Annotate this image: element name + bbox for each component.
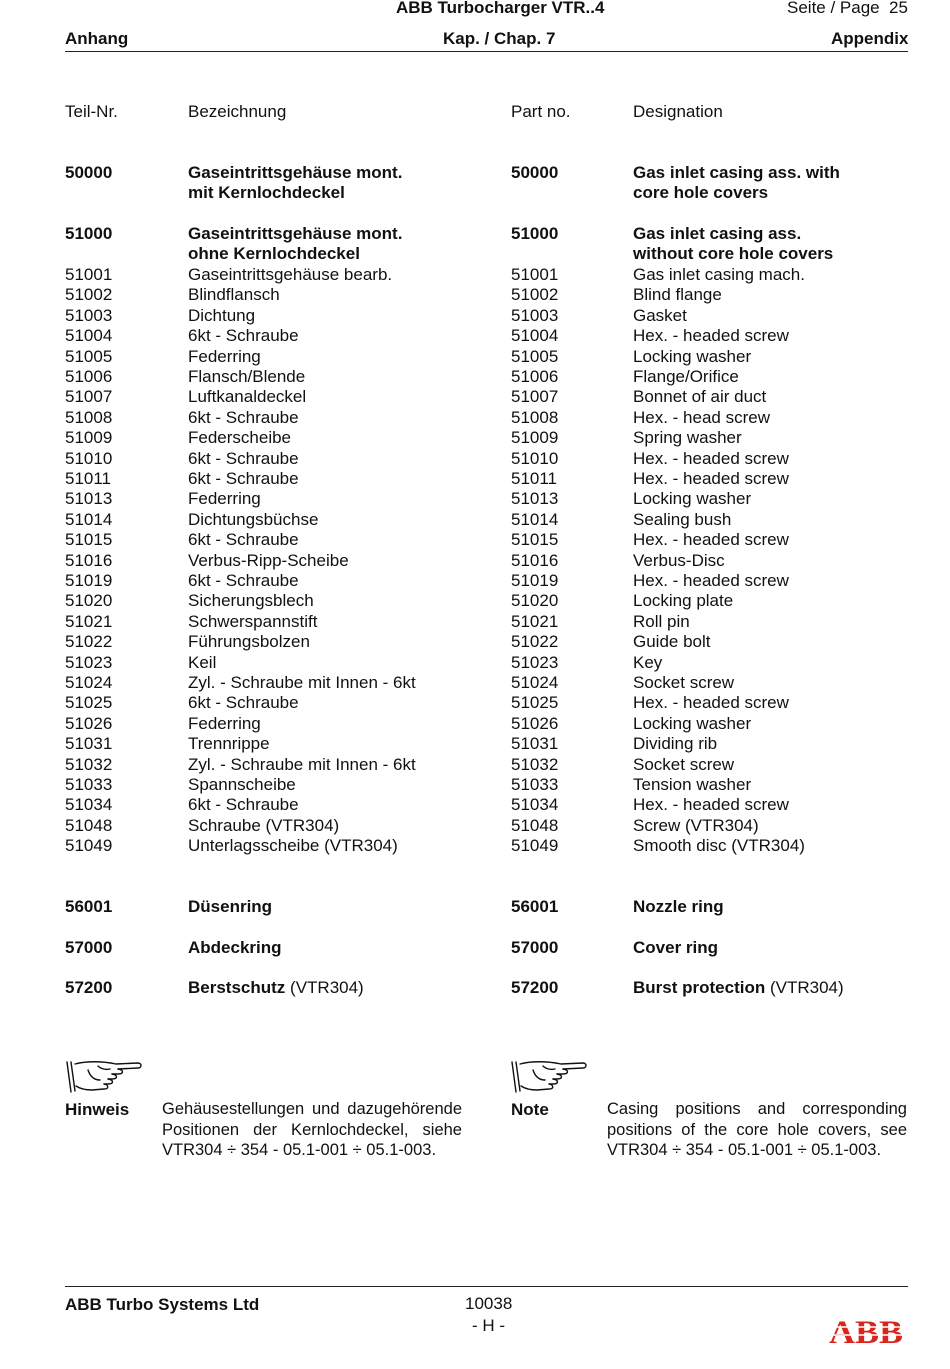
german-name: 6kt - Schraube — [188, 326, 299, 346]
part-number: 51048 — [65, 815, 113, 835]
part-number-en: 50000 — [511, 163, 559, 182]
english-name-group — [633, 938, 718, 958]
part-number: 51034 — [65, 795, 113, 815]
group-row-cont — [0, 183, 950, 203]
english-name: Hex. - headed screw — [633, 795, 789, 815]
part-row — [0, 530, 950, 550]
german-name: Sicherungsblech — [188, 591, 314, 611]
part-row — [0, 285, 950, 305]
part-number-en: 56001 — [511, 897, 559, 916]
part-number-en: 51022 — [511, 632, 559, 652]
part-number: 51005 — [65, 346, 113, 366]
col-bezeichnung: Bezeichnung — [188, 102, 287, 121]
part-number: 51025 — [65, 693, 113, 713]
part-number-en: 51023 — [511, 652, 559, 672]
note-label: Note — [511, 1100, 549, 1119]
english-name: Spring washer — [633, 428, 742, 448]
part-number-en: 51019 — [511, 571, 559, 590]
part-number: 51002 — [65, 285, 113, 305]
part-number-en: 51033 — [511, 775, 559, 794]
part-number-en: 51025 — [511, 693, 559, 713]
part-row — [0, 775, 950, 795]
german-name: 6kt - Schraube — [188, 530, 299, 550]
part-number-en: 51004 — [511, 326, 559, 346]
part-row — [0, 673, 950, 693]
english-name: Blind flange — [633, 285, 722, 305]
part-number: 51023 — [65, 652, 113, 672]
assembly-row — [0, 897, 950, 917]
german-name: Schwerspannstift — [188, 611, 318, 631]
part-number: 57000 — [65, 937, 113, 957]
hinweis-label: Hinweis — [65, 1100, 130, 1119]
part-number: 57200 — [65, 978, 113, 998]
pointing-hand-icon — [64, 1058, 144, 1096]
german-name-group — [188, 978, 364, 998]
part-number: 51021 — [65, 611, 113, 631]
english-name-group — [633, 978, 844, 998]
german-name: 6kt - Schraube — [188, 448, 299, 468]
part-row — [0, 836, 950, 856]
part-number: 51011 — [65, 469, 112, 488]
english-name: Dividing rib — [633, 734, 718, 754]
part-number: 51033 — [65, 775, 113, 794]
german-name-group — [188, 897, 272, 917]
german-name: Gaseintrittsgehäuse bearb. — [188, 265, 393, 284]
part-number-en: 51002 — [511, 285, 559, 305]
german-name: Schraube (VTR304) — [188, 815, 340, 835]
part-row — [0, 693, 950, 713]
header-rule — [65, 51, 908, 52]
german-name-cont: ohne Kernlochdeckel — [188, 244, 360, 263]
part-row — [0, 571, 950, 591]
part-number: 51024 — [65, 673, 113, 692]
part-row — [0, 428, 950, 448]
german-name: 6kt - Schraube — [188, 407, 299, 427]
english-name: Locking washer — [633, 713, 752, 733]
part-number: 51000 — [65, 224, 113, 243]
company-name: ABB Turbo Systems Ltd — [65, 1295, 260, 1314]
german-name: Verbus-Ripp-Scheibe — [188, 550, 349, 570]
english-name: Nozzle ring — [633, 897, 724, 916]
part-row — [0, 367, 950, 387]
german-name: 6kt - Schraube — [188, 469, 299, 488]
page-label: Seite / Page — [787, 0, 880, 17]
part-number-en: 51015 — [511, 530, 559, 550]
part-row — [0, 347, 950, 367]
part-number: 51016 — [65, 550, 113, 570]
english-name: Flange/Orifice — [633, 367, 739, 386]
group-row — [0, 224, 950, 244]
german-name: Federscheibe — [188, 428, 292, 448]
part-row — [0, 795, 950, 815]
part-number: 51015 — [65, 530, 113, 550]
part-number-en: 51014 — [511, 509, 559, 529]
assembly-row — [0, 938, 950, 958]
document-number: 10038 — [465, 1294, 513, 1313]
chapter-label: Kap. / Chap. 7 — [443, 29, 556, 48]
part-number: 51013 — [65, 489, 113, 509]
part-number-en: 51000 — [511, 224, 559, 243]
english-name: Roll pin — [633, 611, 690, 631]
part-row — [0, 510, 950, 530]
pointing-hand-icon — [509, 1058, 589, 1096]
german-suffix: (VTR304) — [285, 978, 364, 998]
english-name: Gas inlet casing ass. with — [633, 163, 840, 182]
part-number-en: 51024 — [511, 673, 559, 692]
english-name-cont: without core hole covers — [633, 244, 834, 263]
german-name-cont: mit Kernlochdeckel — [188, 183, 345, 202]
abb-logo-text: ABB — [829, 1316, 903, 1346]
revision-label: - H - — [472, 1316, 506, 1335]
part-number-en: 51010 — [511, 448, 559, 468]
part-number: 51001 — [65, 265, 113, 284]
part-number-en: 51034 — [511, 795, 559, 815]
part-row — [0, 714, 950, 734]
part-row — [0, 591, 950, 611]
abb-logo — [828, 1316, 904, 1346]
part-number: 56001 — [65, 897, 113, 916]
section-right: Appendix — [831, 29, 909, 48]
english-name: Smooth disc (VTR304) — [633, 836, 805, 856]
german-name: Keil — [188, 652, 217, 672]
german-name: Führungsbolzen — [188, 632, 310, 652]
hinweis-text: Gehäusestellungen und dazugehörende Positionen der Kernlochdeckel, siehe VTR304 ÷ 354 - 05.1-001 ÷ 05.1-003. — [162, 1100, 462, 1159]
part-number: 51004 — [65, 326, 113, 346]
german-name: 6kt - Schraube — [188, 795, 299, 815]
english-name: Locking washer — [633, 489, 752, 509]
part-number-en: 51003 — [511, 305, 559, 325]
english-name: Gas inlet casing ass. — [633, 224, 802, 243]
german-name: Zyl. - Schraube mit Innen - 6kt — [188, 754, 416, 774]
part-number-en: 51031 — [511, 734, 559, 754]
english-name: Hex. - headed screw — [633, 693, 789, 713]
document-title: ABB Turbocharger VTR..4 — [396, 0, 605, 17]
english-name: Locking plate — [633, 591, 734, 611]
english-name: Hex. - headed screw — [633, 530, 789, 550]
german-name: 6kt - Schraube — [188, 571, 299, 590]
col-teil-nr: Teil-Nr. — [65, 102, 118, 121]
english-name-group — [633, 897, 724, 917]
german-name-group — [188, 938, 282, 958]
part-number-en: 51006 — [511, 367, 559, 386]
english-name: Hex. - headed screw — [633, 448, 789, 468]
part-number-en: 57200 — [511, 978, 559, 998]
part-row — [0, 632, 950, 652]
english-name: Hex. - headed screw — [633, 469, 789, 488]
part-number: 51007 — [65, 387, 113, 407]
german-name: 6kt - Schraube — [188, 693, 299, 713]
part-row — [0, 265, 950, 285]
part-number: 51026 — [65, 713, 113, 733]
german-name: Trennrippe — [188, 734, 270, 754]
english-name: Locking washer — [633, 346, 752, 366]
german-name: Düsenring — [188, 897, 273, 916]
part-number-en: 51048 — [511, 815, 559, 835]
assembly-row — [0, 978, 950, 998]
col-part-no: Part no. — [511, 102, 571, 121]
english-name: Guide bolt — [633, 632, 711, 652]
part-row — [0, 408, 950, 428]
part-row — [0, 489, 950, 509]
german-name: Gaseintrittsgehäuse mont. — [188, 163, 403, 182]
english-name: Hex. - headed screw — [633, 571, 789, 590]
page-number: 25 — [889, 0, 908, 17]
german-name: Dichtung — [188, 305, 256, 325]
part-row — [0, 816, 950, 836]
english-name: Burst protection — [633, 978, 766, 998]
part-number-en: 51020 — [511, 591, 559, 611]
part-number: 51020 — [65, 591, 113, 611]
part-number-en: 51016 — [511, 550, 559, 570]
german-name: Federring — [188, 713, 261, 733]
german-name: Spannscheibe — [188, 775, 296, 794]
english-name: Bonnet of air duct — [633, 387, 767, 407]
english-name: Gas inlet casing mach. — [633, 265, 805, 284]
english-suffix: (VTR304) — [765, 978, 844, 998]
part-number: 51022 — [65, 632, 113, 652]
part-number: 51006 — [65, 367, 113, 386]
english-name: Hex. - head screw — [633, 407, 770, 427]
english-name: Socket screw — [633, 754, 735, 774]
english-name: Key — [633, 652, 663, 672]
section-left: Anhang — [65, 29, 129, 48]
part-number-en: 51007 — [511, 387, 559, 407]
part-row — [0, 755, 950, 775]
german-name: Gaseintrittsgehäuse mont. — [188, 224, 403, 243]
english-name: Socket screw — [633, 673, 735, 692]
note-text: Casing positions and corresponding positions of the core hole covers, see VTR304 ÷ 354 - 05.1-001 ÷ 05.1-003. — [607, 1100, 907, 1159]
english-name: Gasket — [633, 305, 687, 325]
german-name: Blindflansch — [188, 285, 280, 305]
part-number: 50000 — [65, 163, 113, 182]
part-number: 51008 — [65, 407, 113, 427]
part-row — [0, 387, 950, 407]
part-row — [0, 326, 950, 346]
german-name: Abdeckring — [188, 937, 282, 957]
german-name: Federring — [188, 346, 261, 366]
german-name: Federring — [188, 489, 261, 509]
part-number-en: 51005 — [511, 346, 559, 366]
part-number: 51032 — [65, 754, 113, 774]
english-name: Cover ring — [633, 937, 719, 957]
part-number: 51003 — [65, 305, 113, 325]
col-designation: Designation — [633, 102, 723, 121]
part-row — [0, 306, 950, 326]
part-number-en: 51011 — [511, 469, 558, 488]
german-name: Berstschutz — [188, 978, 286, 998]
german-name: Flansch/Blende — [188, 367, 306, 386]
english-name: Hex. - headed screw — [633, 326, 789, 346]
english-name-cont: core hole covers — [633, 183, 769, 202]
part-number-en: 51021 — [511, 611, 559, 631]
group-row-cont — [0, 244, 950, 264]
german-name: Zyl. - Schraube mit Innen - 6kt — [188, 673, 416, 692]
part-number-en: 51049 — [511, 836, 559, 856]
part-number: 51049 — [65, 836, 113, 856]
part-number: 51009 — [65, 428, 113, 448]
german-name: Dichtungsbüchse — [188, 509, 319, 529]
group-row — [0, 163, 950, 183]
part-number-en: 51008 — [511, 407, 559, 427]
part-row — [0, 653, 950, 673]
part-number-en: 51026 — [511, 713, 559, 733]
part-number: 51014 — [65, 509, 113, 529]
part-number-en: 51032 — [511, 754, 559, 774]
english-name: Sealing bush — [633, 509, 732, 529]
part-row — [0, 449, 950, 469]
german-name: Luftkanaldeckel — [188, 387, 307, 407]
part-number: 51019 — [65, 571, 113, 590]
english-name: Verbus-Disc — [633, 550, 725, 570]
german-name: Unterlagsscheibe (VTR304) — [188, 836, 398, 856]
part-number-en: 51013 — [511, 489, 559, 509]
part-number: 51010 — [65, 448, 113, 468]
part-row — [0, 551, 950, 571]
part-row — [0, 734, 950, 754]
part-row — [0, 469, 950, 489]
part-number-en: 51009 — [511, 428, 559, 448]
part-row — [0, 612, 950, 632]
part-number: 51031 — [65, 734, 113, 754]
part-number-en: 51001 — [511, 265, 559, 284]
english-name: Screw (VTR304) — [633, 815, 759, 835]
footer-rule — [65, 1286, 908, 1287]
english-name: Tension washer — [633, 775, 752, 794]
part-number-en: 57000 — [511, 937, 559, 957]
